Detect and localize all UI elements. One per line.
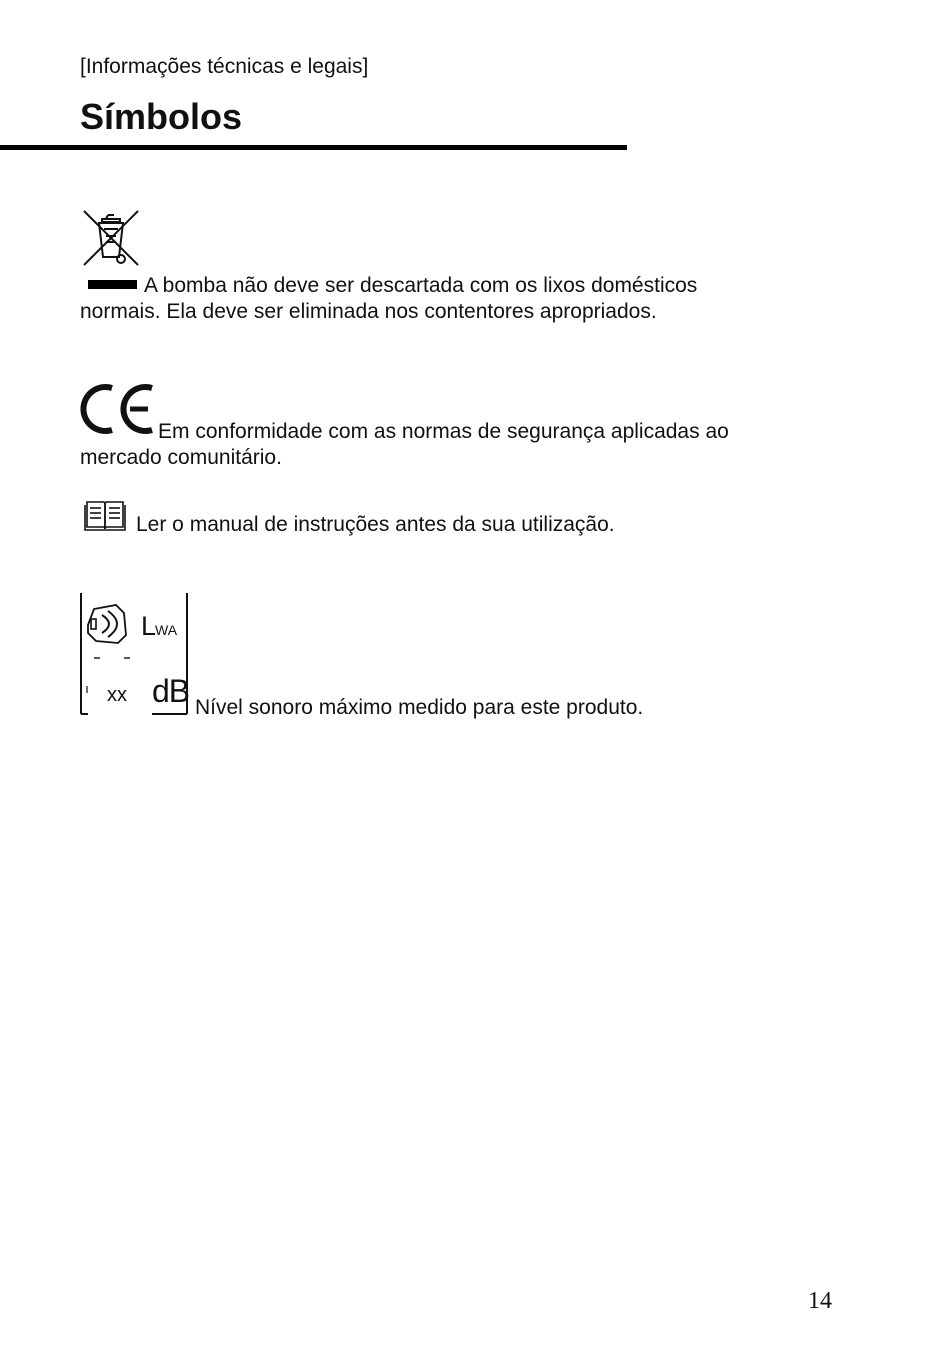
lwa-subscript: WA xyxy=(155,622,178,638)
manual-text: Ler o manual de instruções antes da sua utilização. xyxy=(136,513,615,536)
weee-text-line2: normais. Ela deve ser eliminada nos contentores apropriados. xyxy=(80,300,657,323)
noise-value-placeholder: xx xyxy=(107,684,127,706)
weee-bar xyxy=(88,280,137,289)
lwa-label: LWA xyxy=(141,611,178,641)
noise-text: Nível sonoro máximo medido para este produto. xyxy=(195,696,644,719)
open-book-icon xyxy=(83,499,127,538)
db-unit-label: dB xyxy=(152,673,190,709)
page-number: 14 xyxy=(808,1288,832,1314)
section-label: [Informações técnicas e legais] xyxy=(80,55,369,78)
weee-text-line1: A bomba não deve ser descartada com os lixos domésticos xyxy=(144,274,698,297)
ce-mark-icon xyxy=(82,380,158,443)
ce-text-line1: Em conformidade com as normas de segurança aplicadas ao xyxy=(158,420,729,443)
page-title: Símbolos xyxy=(80,96,243,137)
title-underline xyxy=(0,145,627,150)
ce-text-line2: mercado comunitário. xyxy=(80,446,282,469)
sound-level-label-icon xyxy=(80,593,190,715)
crossed-out-wheelie-bin-icon xyxy=(82,209,142,272)
